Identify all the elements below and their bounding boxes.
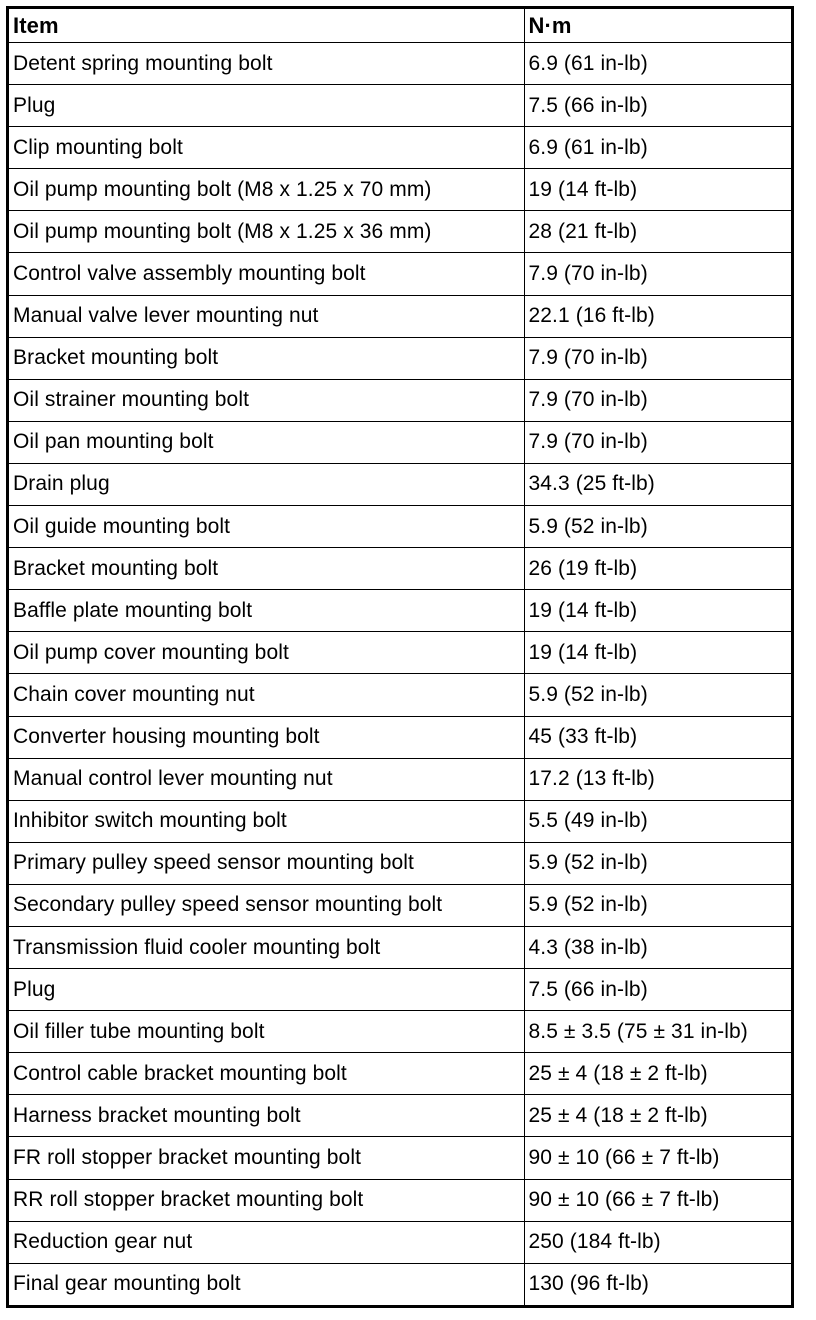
item-cell: FR roll stopper bracket mounting bolt — [9, 1137, 524, 1179]
torque-value-cell: 7.9 (70 in-lb) — [524, 253, 791, 295]
torque-value-cell: 5.9 (52 in-lb) — [524, 842, 791, 884]
item-cell: Clip mounting bolt — [9, 127, 524, 169]
table-row — [9, 85, 791, 127]
table-row — [9, 842, 791, 884]
item-cell: Plug — [9, 969, 524, 1011]
torque-value-cell: 7.9 (70 in-lb) — [524, 337, 791, 379]
item-cell: Manual valve lever mounting nut — [9, 295, 524, 337]
item-cell: Oil guide mounting bolt — [9, 506, 524, 548]
table-row — [9, 295, 791, 337]
table-row — [9, 1179, 791, 1221]
item-cell: Manual control lever mounting nut — [9, 758, 524, 800]
item-cell: Harness bracket mounting bolt — [9, 1095, 524, 1137]
item-cell: Converter housing mounting bolt — [9, 716, 524, 758]
table-row — [9, 379, 791, 421]
item-cell: Oil pan mounting bolt — [9, 421, 524, 463]
table-row — [9, 337, 791, 379]
torque-value-cell: 22.1 (16 ft-lb) — [524, 295, 791, 337]
table-row — [9, 463, 791, 505]
table-row — [9, 1053, 791, 1095]
table-row — [9, 674, 791, 716]
torque-value-cell: 45 (33 ft-lb) — [524, 716, 791, 758]
torque-value-cell: 90 ± 10 (66 ± 7 ft-lb) — [524, 1179, 791, 1221]
table-row — [9, 758, 791, 800]
torque-value-cell: 250 (184 ft-lb) — [524, 1221, 791, 1263]
table-row — [9, 169, 791, 211]
torque-value-cell: 5.9 (52 in-lb) — [524, 884, 791, 926]
item-cell: Control valve assembly mounting bolt — [9, 253, 524, 295]
table-row — [9, 43, 791, 85]
item-cell: Control cable bracket mounting bolt — [9, 1053, 524, 1095]
torque-value-cell: 7.5 (66 in-lb) — [524, 969, 791, 1011]
torque-value-cell: 28 (21 ft-lb) — [524, 211, 791, 253]
table-row — [9, 800, 791, 842]
table-row — [9, 506, 791, 548]
table-row — [9, 1221, 791, 1263]
table-row — [9, 1137, 791, 1179]
torque-value-cell: 7.9 (70 in-lb) — [524, 421, 791, 463]
table-row — [9, 1095, 791, 1137]
item-cell: Final gear mounting bolt — [9, 1263, 524, 1305]
item-cell: RR roll stopper bracket mounting bolt — [9, 1179, 524, 1221]
column-header-torque: N·m — [524, 9, 791, 43]
item-cell: Bracket mounting bolt — [9, 337, 524, 379]
table-row — [9, 926, 791, 968]
item-cell: Oil pump mounting bolt (M8 x 1.25 x 70 mm) — [9, 169, 524, 211]
item-cell: Primary pulley speed sensor mounting bolt — [9, 842, 524, 884]
torque-value-cell: 90 ± 10 (66 ± 7 ft-lb) — [524, 1137, 791, 1179]
item-cell: Drain plug — [9, 463, 524, 505]
torque-value-cell: 8.5 ± 3.5 (75 ± 31 in-lb) — [524, 1011, 791, 1053]
torque-value-cell: 130 (96 ft-lb) — [524, 1263, 791, 1305]
item-cell: Oil filler tube mounting bolt — [9, 1011, 524, 1053]
torque-value-cell: 4.3 (38 in-lb) — [524, 926, 791, 968]
torque-value-cell: 19 (14 ft-lb) — [524, 632, 791, 674]
item-cell: Inhibitor switch mounting bolt — [9, 800, 524, 842]
item-cell: Reduction gear nut — [9, 1221, 524, 1263]
table-row — [9, 884, 791, 926]
torque-value-cell: 5.9 (52 in-lb) — [524, 674, 791, 716]
table-body — [9, 43, 791, 1305]
torque-value-cell: 26 (19 ft-lb) — [524, 548, 791, 590]
item-cell: Oil strainer mounting bolt — [9, 379, 524, 421]
table-row — [9, 211, 791, 253]
item-cell: Transmission fluid cooler mounting bolt — [9, 926, 524, 968]
torque-specification-table — [9, 9, 791, 1305]
torque-value-cell: 5.9 (52 in-lb) — [524, 506, 791, 548]
torque-value-cell: 7.5 (66 in-lb) — [524, 85, 791, 127]
torque-value-cell: 6.9 (61 in-lb) — [524, 127, 791, 169]
table-row — [9, 969, 791, 1011]
torque-value-cell: 25 ± 4 (18 ± 2 ft-lb) — [524, 1053, 791, 1095]
table-row — [9, 1011, 791, 1053]
torque-value-cell: 19 (14 ft-lb) — [524, 590, 791, 632]
torque-value-cell: 34.3 (25 ft-lb) — [524, 463, 791, 505]
torque-value-cell: 7.9 (70 in-lb) — [524, 379, 791, 421]
table-header — [9, 9, 791, 43]
header-row — [9, 9, 791, 43]
table-row — [9, 421, 791, 463]
item-cell: Oil pump mounting bolt (M8 x 1.25 x 36 mm) — [9, 211, 524, 253]
item-cell: Detent spring mounting bolt — [9, 43, 524, 85]
column-header-item: Item — [9, 9, 524, 43]
torque-value-cell: 5.5 (49 in-lb) — [524, 800, 791, 842]
item-cell: Secondary pulley speed sensor mounting bolt — [9, 884, 524, 926]
item-cell: Chain cover mounting nut — [9, 674, 524, 716]
table-row — [9, 127, 791, 169]
item-cell: Bracket mounting bolt — [9, 548, 524, 590]
torque-table-frame — [6, 6, 794, 1308]
item-cell: Plug — [9, 85, 524, 127]
torque-value-cell: 6.9 (61 in-lb) — [524, 43, 791, 85]
table-row — [9, 590, 791, 632]
item-cell: Baffle plate mounting bolt — [9, 590, 524, 632]
table-row — [9, 548, 791, 590]
torque-value-cell: 25 ± 4 (18 ± 2 ft-lb) — [524, 1095, 791, 1137]
table-row — [9, 632, 791, 674]
torque-value-cell: 17.2 (13 ft-lb) — [524, 758, 791, 800]
table-row — [9, 716, 791, 758]
torque-value-cell: 19 (14 ft-lb) — [524, 169, 791, 211]
table-row — [9, 1263, 791, 1305]
table-row — [9, 253, 791, 295]
item-cell: Oil pump cover mounting bolt — [9, 632, 524, 674]
